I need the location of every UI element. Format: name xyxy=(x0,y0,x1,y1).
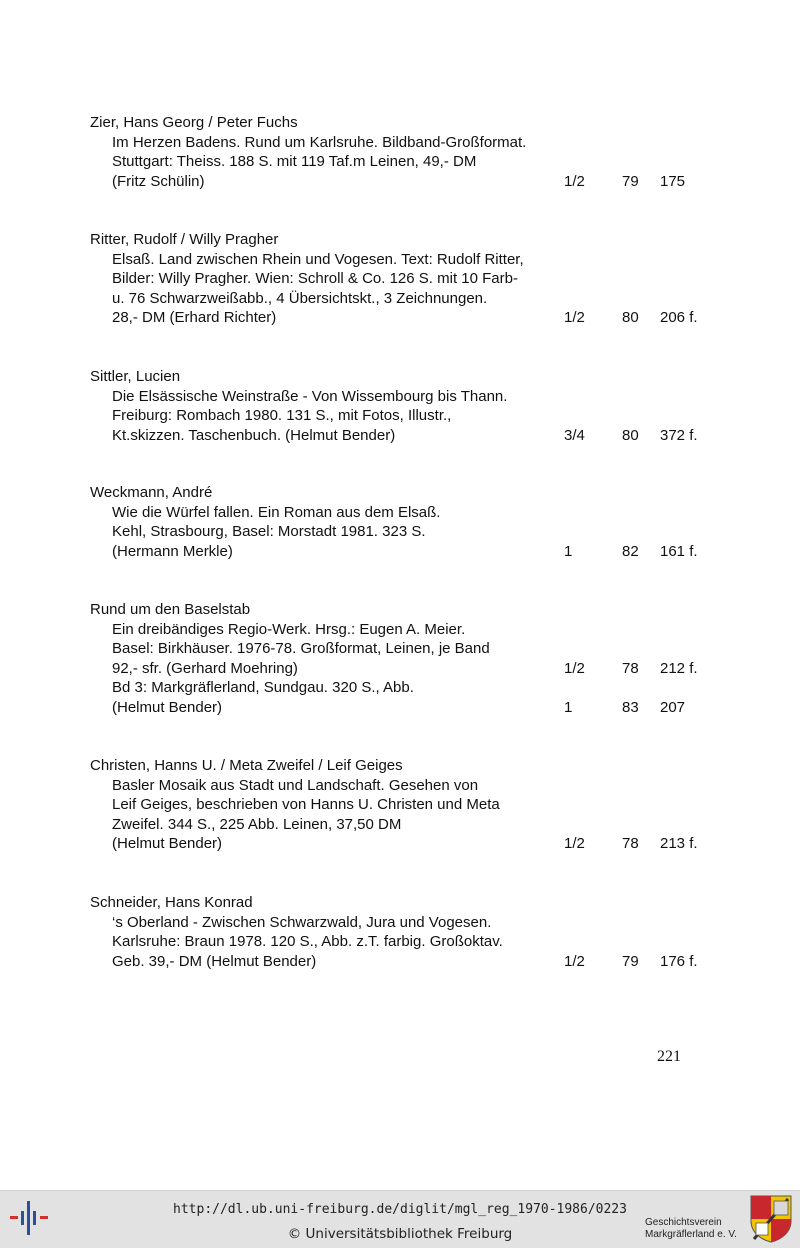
entry-text-line xyxy=(90,269,730,289)
entry-text: Karlsruhe: Braun 1978. 120 S., Abb. z.T. farbig. Großoktav. xyxy=(112,933,503,951)
page-column: 206 f. xyxy=(660,309,698,327)
volume-column: 79 xyxy=(622,172,639,190)
entry-text: Bilder: Willy Pragher. Wien: Schroll & Co. 126 S. mit 10 Farb- xyxy=(112,270,518,288)
entry-author xyxy=(90,483,730,503)
entry-text: Christen, Hanns U. / Meta Zweifel / Leif Geiges xyxy=(90,757,403,774)
entry-text-line xyxy=(90,133,730,153)
entry-text: (Helmut Bender) xyxy=(112,835,223,853)
entry-author xyxy=(90,600,730,620)
verein-line-1: Geschichtsverein xyxy=(645,1217,722,1228)
bibliography-entry xyxy=(90,230,730,328)
rating-column: 1/2 xyxy=(564,835,585,853)
entry-text-line xyxy=(90,152,730,172)
entry-text: 28,- DM (Erhard Richter) xyxy=(112,309,277,327)
page-number: 221 xyxy=(657,1048,681,1065)
entry-author xyxy=(90,367,730,387)
entry-text-line xyxy=(90,387,730,407)
rating-column: 1/2 xyxy=(564,659,585,677)
entry-text: u. 76 Schwarzweißabb., 4 Übersichtskt., 3 Zeichnungen. xyxy=(112,289,488,307)
entry-text: Im Herzen Badens. Rund um Karlsruhe. Bildband-Großformat. xyxy=(112,133,527,151)
entry-text: Rund um den Baselstab xyxy=(90,601,251,618)
entry-text: Freiburg: Rombach 1980. 131 S., mit Fotos, Illustr., xyxy=(112,407,452,425)
volume-column: 82 xyxy=(622,542,639,560)
entry-text-line xyxy=(90,678,730,698)
entry-text: Basel: Birkhäuser. 1976-78. Großformat, Leinen, je Band xyxy=(112,640,490,658)
entry-text-line xyxy=(90,503,730,523)
page-column: 213 f. xyxy=(660,835,698,853)
entry-text-line xyxy=(90,932,730,952)
volume-column: 80 xyxy=(622,426,639,444)
entry-text: Stuttgart: Theiss. 188 S. mit 119 Taf.m Leinen, 49,- DM xyxy=(112,153,477,171)
entry-text: Kehl, Strasbourg, Basel: Morstadt 1981. 323 S. xyxy=(112,523,426,541)
entry-author xyxy=(90,113,730,133)
entry-text: (Helmut Bender) xyxy=(112,698,223,716)
volume-column: 79 xyxy=(622,952,639,970)
entry-text-line xyxy=(90,172,730,192)
entry-text: Geb. 39,- DM (Helmut Bender) xyxy=(112,952,317,970)
rating-column: 1/2 xyxy=(564,952,585,970)
entry-text-line xyxy=(90,834,730,854)
verein-label xyxy=(645,1217,737,1241)
page-column: 207 xyxy=(660,698,686,716)
rating-column: 1 xyxy=(564,542,573,560)
bibliography-entry xyxy=(90,113,730,191)
entry-text: 92,- sfr. (Gerhard Moehring) xyxy=(112,659,298,677)
entry-text-line xyxy=(90,776,730,796)
entry-text: ‘s Oberland - Zwischen Schwarzwald, Jura und Vogesen. xyxy=(112,913,492,931)
page-column: 161 f. xyxy=(660,542,698,560)
entry-text-line xyxy=(90,815,730,835)
rating-column: 1/2 xyxy=(564,172,585,190)
bibliography-entry xyxy=(90,367,730,445)
entry-text: Wie die Würfel fallen. Ein Roman aus dem Elsaß. xyxy=(112,503,441,521)
bibliography-entry xyxy=(90,483,730,561)
entry-text-line xyxy=(90,522,730,542)
entry-text: Weckmann, André xyxy=(90,484,213,501)
footer-bar xyxy=(0,1190,800,1248)
page-column: 212 f. xyxy=(660,659,698,677)
entry-text-line xyxy=(90,620,730,640)
entry-text-line xyxy=(90,426,730,446)
entry-text: (Hermann Merkle) xyxy=(112,542,233,560)
entry-text: Bd 3: Markgräflerland, Sundgau. 320 S., Abb. xyxy=(112,679,414,697)
entry-text-line xyxy=(90,289,730,309)
footer-url[interactable]: http://dl.ub.uni-freiburg.de/diglit/mgl_reg_1970-1986/0223 xyxy=(173,1202,627,1217)
entry-text-line xyxy=(90,406,730,426)
entry-text-line xyxy=(90,542,730,562)
entry-author xyxy=(90,893,730,913)
rating-column: 3/4 xyxy=(564,426,585,444)
volume-column: 78 xyxy=(622,659,639,677)
volume-column: 78 xyxy=(622,835,639,853)
entry-text-line xyxy=(90,698,730,718)
entry-text: Leif Geiges, beschrieben von Hanns U. Christen und Meta xyxy=(112,796,500,814)
entry-text-line xyxy=(90,308,730,328)
footer-copyright: © Universitätsbibliothek Freiburg xyxy=(287,1226,513,1242)
bibliography-entry xyxy=(90,756,730,854)
entry-text: Basler Mosaik aus Stadt und Landschaft. Gesehen von xyxy=(112,776,479,794)
verein-crest-icon xyxy=(750,1195,792,1243)
entry-text: (Fritz Schülin) xyxy=(112,172,205,190)
rating-column: 1 xyxy=(564,698,573,716)
entry-text: Schneider, Hans Konrad xyxy=(90,894,253,911)
rating-column: 1/2 xyxy=(564,309,585,327)
entry-text: Kt.skizzen. Taschenbuch. (Helmut Bender) xyxy=(112,426,396,444)
entry-text: Ritter, Rudolf / Willy Pragher xyxy=(90,231,279,248)
entry-text: Ein dreibändiges Regio-Werk. Hrsg.: Eugen A. Meier. xyxy=(112,620,466,638)
entry-author xyxy=(90,230,730,250)
entry-text-line xyxy=(90,952,730,972)
bibliography-entry xyxy=(90,893,730,971)
entry-author xyxy=(90,756,730,776)
bibliography-entry xyxy=(90,600,730,718)
entry-text: Sittler, Lucien xyxy=(90,368,181,385)
volume-column: 80 xyxy=(622,309,639,327)
entry-text-line xyxy=(90,250,730,270)
volume-column: 83 xyxy=(622,698,639,716)
page-column: 372 f. xyxy=(660,426,698,444)
entry-text-line xyxy=(90,795,730,815)
entry-text-line xyxy=(90,659,730,679)
entry-text: Elsaß. Land zwischen Rhein und Vogesen. Text: Rudolf Ritter, xyxy=(112,250,524,268)
entry-text-line xyxy=(90,913,730,933)
entry-text: Zweifel. 344 S., 225 Abb. Leinen, 37,50 DM xyxy=(112,815,402,833)
entry-text: Die Elsässische Weinstraße - Von Wissembourg bis Thann. xyxy=(112,387,508,405)
entry-text-line xyxy=(90,639,730,659)
page-column: 175 xyxy=(660,172,686,190)
verein-line-2: Markgräflerland e. V. xyxy=(645,1229,737,1240)
entry-text: Zier, Hans Georg / Peter Fuchs xyxy=(90,114,298,131)
page-column: 176 f. xyxy=(660,952,698,970)
